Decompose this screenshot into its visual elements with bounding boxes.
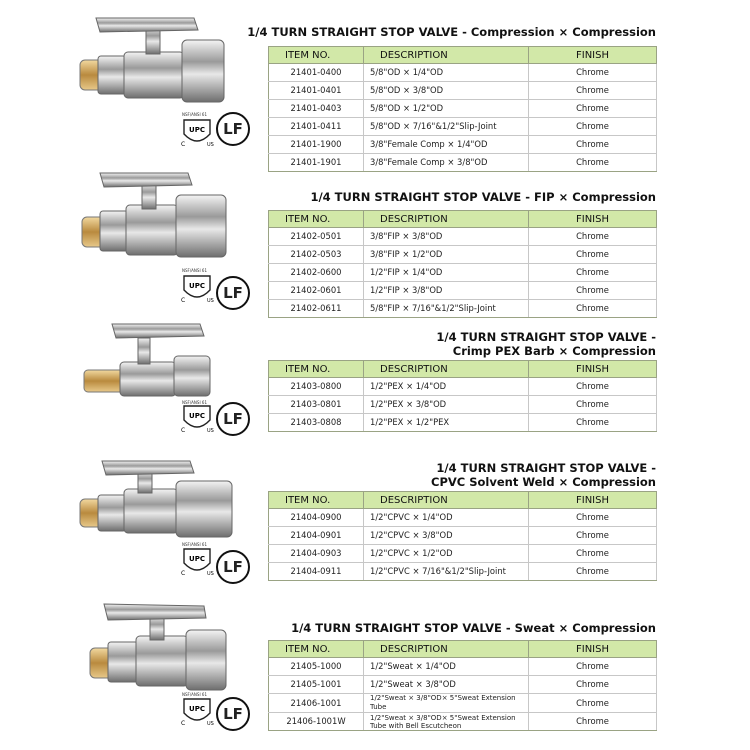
item-no-cell: 21403-0800 (269, 378, 364, 396)
lead-free-icon: LF (216, 550, 250, 584)
cupc-cert-label: NSF/ANSI 61 (182, 692, 207, 697)
svg-text:UPC: UPC (189, 412, 205, 420)
finish-cell: Chrome (529, 282, 657, 300)
item-no-cell: 21406-1001W (269, 713, 364, 731)
table-header-row (269, 47, 657, 64)
svg-text:UPC: UPC (189, 282, 205, 290)
table-header-row (269, 641, 657, 658)
finish-cell: Chrome (529, 545, 657, 563)
item-no-header: ITEM NO. (269, 47, 364, 64)
description-cell: 1/2"CPVC × 3/8"OD (364, 527, 529, 545)
description-cell: 5/8"OD × 1/4"OD (364, 64, 529, 82)
section-title: 1/4 TURN STRAIGHT STOP VALVE - CPVC Solvent Weld × Compression (431, 461, 656, 489)
description-header: DESCRIPTION (364, 641, 529, 658)
description-cell: 5/8"OD × 3/8"OD (364, 82, 529, 100)
svg-text:UPC: UPC (189, 555, 205, 563)
lead-free-icon: LF (216, 697, 250, 731)
svg-text:C: C (181, 720, 186, 727)
cupc-cert-label: NSF/ANSI 61 (182, 268, 207, 273)
valve-sweat-image (76, 598, 236, 693)
finish-header: FINISH (529, 641, 657, 658)
table-row (269, 713, 657, 731)
table-row (269, 118, 657, 136)
finish-cell: Chrome (529, 246, 657, 264)
description-cell: 1/2"FIP × 1/4"OD (364, 264, 529, 282)
cupc-seal-icon (180, 404, 214, 434)
table-row (269, 100, 657, 118)
table-row (269, 154, 657, 172)
svg-text:C: C (181, 141, 186, 148)
finish-cell: Chrome (529, 378, 657, 396)
item-no-cell: 21402-0503 (269, 246, 364, 264)
description-cell: 3/8"FIP × 1/2"OD (364, 246, 529, 264)
spec-table (268, 210, 657, 318)
item-no-cell: 21401-0403 (269, 100, 364, 118)
svg-text:US: US (207, 428, 214, 434)
spec-table (268, 640, 657, 731)
description-header: DESCRIPTION (364, 492, 529, 509)
description-cell: 5/8"FIP × 7/16"&1/2"Slip-Joint (364, 300, 529, 318)
finish-cell: Chrome (529, 527, 657, 545)
description-cell: 1/2"CPVC × 1/4"OD (364, 509, 529, 527)
description-header: DESCRIPTION (364, 361, 529, 378)
finish-cell: Chrome (529, 228, 657, 246)
description-cell: 3/8"Female Comp × 1/4"OD (364, 136, 529, 154)
table-row (269, 563, 657, 581)
table-row (269, 282, 657, 300)
section-title: 1/4 TURN STRAIGHT STOP VALVE - Compression × Compression (247, 25, 656, 39)
valve-cpvc-image (76, 455, 236, 540)
item-no-cell: 21402-0600 (269, 264, 364, 282)
finish-cell: Chrome (529, 658, 657, 676)
description-cell: 1/2"Sweat × 3/8"OD× 5"Sweat Extension Tube with Bell Escutcheon (364, 713, 529, 731)
finish-cell: Chrome (529, 414, 657, 432)
svg-text:US: US (207, 721, 214, 727)
finish-header: FINISH (529, 47, 657, 64)
description-cell: 5/8"OD × 1/2"OD (364, 100, 529, 118)
item-no-cell: 21406-1001 (269, 694, 364, 713)
description-header: DESCRIPTION (364, 47, 529, 64)
item-no-cell: 21405-1001 (269, 676, 364, 694)
finish-cell: Chrome (529, 82, 657, 100)
table-row (269, 527, 657, 545)
item-no-cell: 21405-1000 (269, 658, 364, 676)
lead-free-icon: LF (216, 402, 250, 436)
item-no-cell: 21401-0401 (269, 82, 364, 100)
cupc-cert-label: NSF/ANSI 61 (182, 542, 207, 547)
item-no-cell: 21403-0801 (269, 396, 364, 414)
finish-cell: Chrome (529, 154, 657, 172)
table-row (269, 378, 657, 396)
table-row (269, 396, 657, 414)
item-no-cell: 21403-0808 (269, 414, 364, 432)
description-cell: 5/8"OD × 7/16"&1/2"Slip-Joint (364, 118, 529, 136)
lead-free-icon: LF (216, 276, 250, 310)
section-title: 1/4 TURN STRAIGHT STOP VALVE - Crimp PEX Barb × Compression (436, 330, 656, 358)
table-row (269, 82, 657, 100)
table-row (269, 676, 657, 694)
svg-text:C: C (181, 297, 186, 304)
description-cell: 1/2"PEX × 3/8"OD (364, 396, 529, 414)
svg-text:US: US (207, 571, 214, 577)
description-cell: 1/2"Sweat × 3/8"OD× 5"Sweat Extension Tube (364, 694, 529, 713)
spec-table (268, 491, 657, 581)
table-row (269, 509, 657, 527)
svg-text:US: US (207, 298, 214, 304)
cupc-cert-label: NSF/ANSI 61 (182, 400, 207, 405)
item-no-cell: 21402-0501 (269, 228, 364, 246)
item-no-cell: 21404-0900 (269, 509, 364, 527)
description-cell: 3/8"Female Comp × 3/8"OD (364, 154, 529, 172)
finish-cell: Chrome (529, 264, 657, 282)
finish-cell: Chrome (529, 136, 657, 154)
description-cell: 1/2"FIP × 3/8"OD (364, 282, 529, 300)
item-no-header: ITEM NO. (269, 492, 364, 509)
item-no-cell: 21404-0911 (269, 563, 364, 581)
valve-fip-image (76, 165, 236, 265)
item-no-cell: 21404-0903 (269, 545, 364, 563)
table-row (269, 694, 657, 713)
cupc-seal-icon (180, 274, 214, 304)
finish-header: FINISH (529, 211, 657, 228)
table-row (269, 136, 657, 154)
finish-header: FINISH (529, 361, 657, 378)
description-cell: 3/8"FIP × 3/8"OD (364, 228, 529, 246)
section-title: 1/4 TURN STRAIGHT STOP VALVE - Sweat × Compression (291, 621, 656, 635)
item-no-cell: 21401-0400 (269, 64, 364, 82)
table-header-row (269, 211, 657, 228)
description-cell: 1/2"Sweat × 1/4"OD (364, 658, 529, 676)
cupc-seal-icon (180, 118, 214, 148)
table-row (269, 64, 657, 82)
description-cell: 1/2"PEX × 1/4"OD (364, 378, 529, 396)
table-row (269, 264, 657, 282)
item-no-cell: 21401-1901 (269, 154, 364, 172)
item-no-cell: 21402-0601 (269, 282, 364, 300)
description-cell: 1/2"PEX × 1/2"PEX (364, 414, 529, 432)
cupc-seal-icon (180, 697, 214, 727)
finish-cell: Chrome (529, 64, 657, 82)
table-row (269, 228, 657, 246)
svg-text:C: C (181, 570, 186, 577)
description-header: DESCRIPTION (364, 211, 529, 228)
table-row (269, 545, 657, 563)
valve-pex-image (76, 318, 236, 398)
finish-cell: Chrome (529, 676, 657, 694)
finish-header: FINISH (529, 492, 657, 509)
table-row (269, 300, 657, 318)
spec-table (268, 46, 657, 172)
table-row (269, 658, 657, 676)
finish-cell: Chrome (529, 713, 657, 731)
svg-text:US: US (207, 142, 214, 148)
item-no-header: ITEM NO. (269, 641, 364, 658)
svg-text:UPC: UPC (189, 705, 205, 713)
finish-cell: Chrome (529, 694, 657, 713)
finish-cell: Chrome (529, 509, 657, 527)
svg-text:UPC: UPC (189, 126, 205, 134)
section-title: 1/4 TURN STRAIGHT STOP VALVE - FIP × Compression (310, 190, 656, 204)
description-cell: 1/2"CPVC × 7/16"&1/2"Slip-Joint (364, 563, 529, 581)
finish-cell: Chrome (529, 100, 657, 118)
item-no-header: ITEM NO. (269, 211, 364, 228)
item-no-header: ITEM NO. (269, 361, 364, 378)
table-header-row (269, 361, 657, 378)
item-no-cell: 21401-1900 (269, 136, 364, 154)
item-no-cell: 21402-0611 (269, 300, 364, 318)
finish-cell: Chrome (529, 563, 657, 581)
description-cell: 1/2"CPVC × 1/2"OD (364, 545, 529, 563)
description-cell: 1/2"Sweat × 3/8"OD (364, 676, 529, 694)
cupc-seal-icon (180, 547, 214, 577)
item-no-cell: 21401-0411 (269, 118, 364, 136)
item-no-cell: 21404-0901 (269, 527, 364, 545)
svg-text:C: C (181, 427, 186, 434)
finish-cell: Chrome (529, 300, 657, 318)
cupc-cert-label: NSF/ANSI 61 (182, 112, 207, 117)
table-row (269, 246, 657, 264)
table-row (269, 414, 657, 432)
spec-table (268, 360, 657, 432)
finish-cell: Chrome (529, 396, 657, 414)
lead-free-icon: LF (216, 112, 250, 146)
finish-cell: Chrome (529, 118, 657, 136)
valve-compression-image (76, 10, 236, 110)
table-header-row (269, 492, 657, 509)
